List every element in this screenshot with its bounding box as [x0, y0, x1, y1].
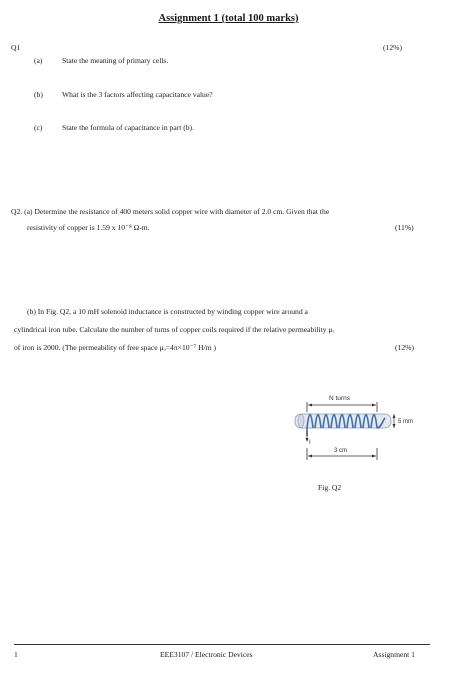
- q1-a-text: State the meaning of primary cells.: [62, 56, 169, 65]
- n-turns-label: N turns: [329, 395, 350, 402]
- page-title: Assignment 1 (total 100 marks): [158, 13, 299, 24]
- q1-b-text: What is the 3 factors affecting capacitance value?: [62, 90, 213, 99]
- footer-right: Assignment 1: [373, 650, 415, 659]
- current-label: I: [309, 440, 311, 446]
- q1-marks: (12%): [383, 43, 402, 52]
- footer-course: EEE3107 / Electronic Devices: [160, 650, 253, 659]
- q1-a-label: (a): [34, 56, 43, 65]
- q2-b-line2: cylindrical iron tube. Calculate the number of turns of copper coils required if the relative permeability μᵣ: [14, 325, 335, 334]
- length-label: 3 cm: [334, 448, 348, 454]
- q2-b-marks: (12%): [395, 343, 414, 352]
- q1-b-label: (b): [34, 90, 43, 99]
- q1-number: Q1: [11, 43, 21, 52]
- q2-a-line1: Q2. (a) Determine the resistance of 400 meters solid copper wire with diameter of 2.0 cm. Given that the: [11, 207, 330, 216]
- solenoid-figure: [285, 390, 435, 470]
- figure-caption: Fig. Q2: [318, 483, 342, 492]
- footer-page-number: 1: [14, 650, 18, 659]
- q1-c-text: State the formula of capacitance in part (b).: [62, 123, 194, 132]
- q1-c-label: (c): [34, 123, 43, 132]
- q2-a-marks: (11%): [395, 223, 414, 232]
- solenoid-diagram: [285, 390, 435, 470]
- q2-b-line3: of iron is 2000. (The permeability of free space μₒ=4π×10⁻⁷ H/m ): [14, 343, 217, 352]
- diameter-label: 5 mm: [398, 419, 413, 425]
- q2-b-line1: (b) In Fig. Q2, a 10 mH solenoid inductance is constructed by winding copper wire around a: [27, 307, 308, 316]
- q2-a-line2: resistivity of copper is 1.59 x 10⁻⁸ Ω-m.: [27, 223, 150, 232]
- footer-divider: [14, 644, 430, 645]
